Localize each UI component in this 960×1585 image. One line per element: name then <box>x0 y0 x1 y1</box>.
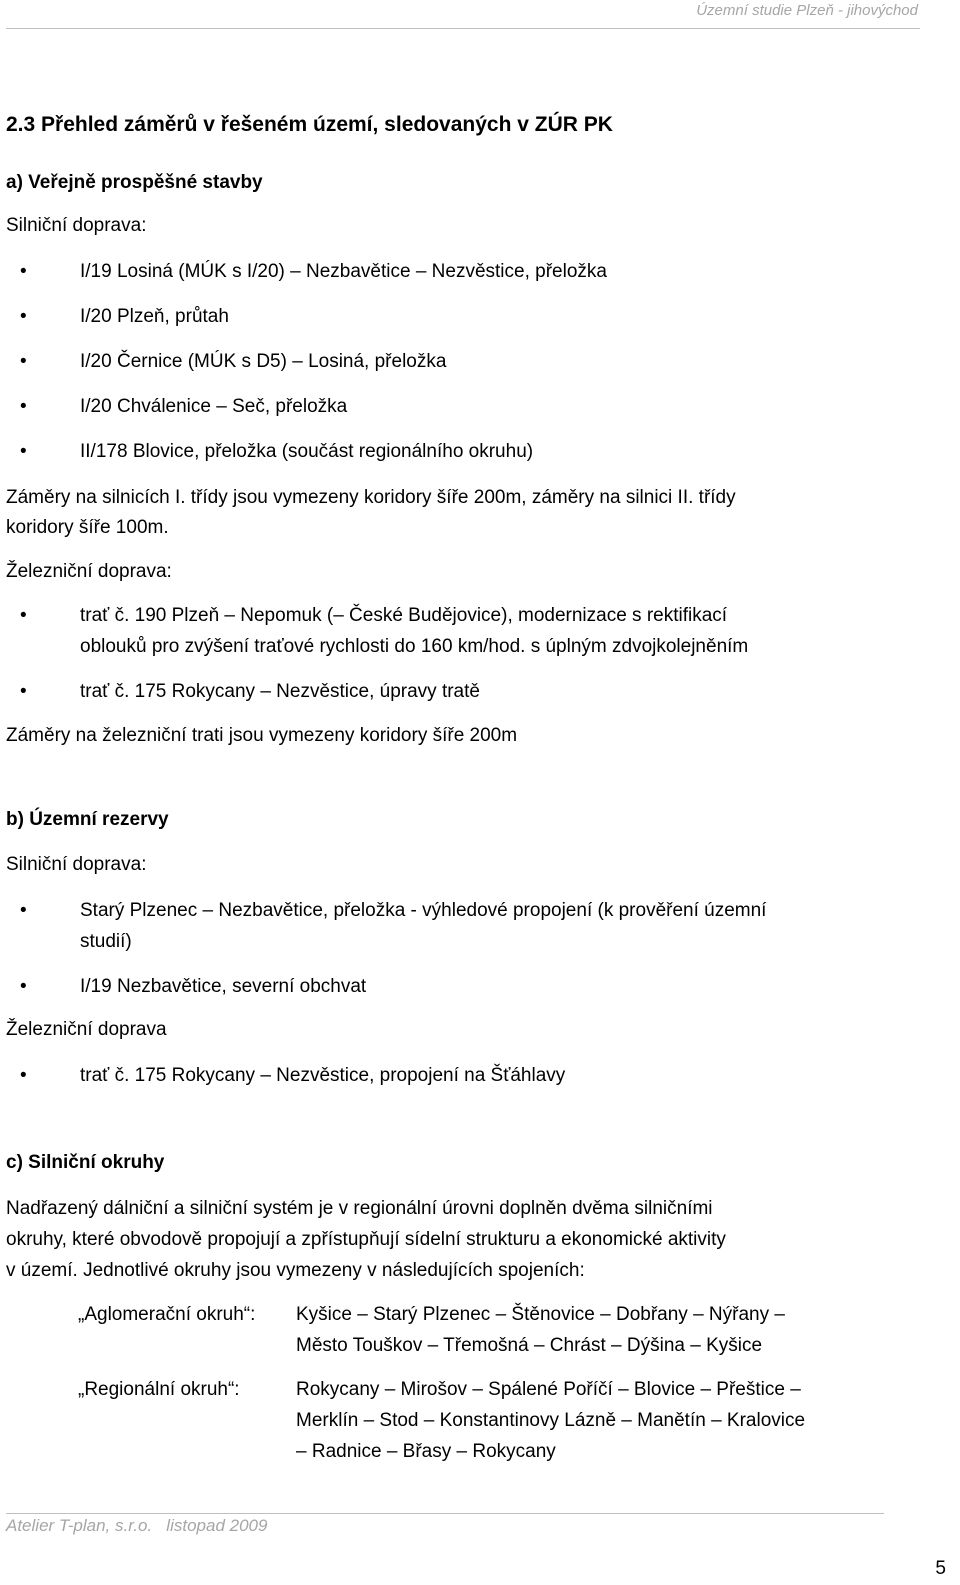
list-item: • II/178 Blovice, přeložka (součást regionálního okruhu) <box>80 436 918 467</box>
label-road-transport: Silniční doprava: <box>6 215 147 236</box>
ring-route-regional-line3: – Radnice – Břasy – Rokycany <box>296 1441 556 1462</box>
label-road-transport: Silniční doprava: <box>6 854 147 875</box>
ring-route-agglomeration-line2: Město Touškov – Třemošná – Chrást – Dýšina – Kyšice <box>296 1335 763 1356</box>
label-rail-transport: Železniční doprava: <box>6 561 172 582</box>
bullet-icon: • <box>20 976 27 997</box>
ring-route-regional-line2: Merklín – Stod – Konstantinovy Lázně – Manětín – Kralovice <box>296 1410 806 1431</box>
list-item: • I/19 Nezbavětice, severní obchvat <box>80 971 918 1002</box>
list-item-continuation: studií) <box>80 931 132 952</box>
bullet-icon: • <box>20 605 27 626</box>
bullet-icon: • <box>20 351 27 372</box>
list-item: • trať č. 175 Rokycany – Nezvěstice, úpravy tratě <box>80 676 918 707</box>
list-item: • trať č. 190 Plzeň – Nepomuk (– České Budějovice), modernizace s rektifikací <box>80 600 918 631</box>
rings-paragraph-line1: Nadřazený dálniční a silniční systém je v regionální úrovni doplněn dvěma silničními <box>6 1198 713 1219</box>
label-rail-transport: Železniční doprava <box>6 1019 167 1040</box>
list-item: • Starý Plzenec – Nezbavětice, přeložka - výhledové propojení (k prověření územní <box>80 895 918 926</box>
list-item: • I/20 Plzeň, průtah <box>80 301 918 332</box>
list-item: • trať č. 175 Rokycany – Nezvěstice, propojení na Šťáhlavy <box>80 1060 918 1091</box>
ring-label-agglomeration: „Aglomerační okruh“: <box>78 1304 256 1325</box>
road-corridor-note-line2: koridory šíře 100m. <box>6 517 169 538</box>
list-item-continuation: oblouků pro zvýšení traťové rychlosti do 160 km/hod. s úplným zdvojkolejněním <box>80 636 749 657</box>
list-item: • I/20 Chválenice – Seč, přeložka <box>80 391 918 422</box>
rail-corridor-note: Záměry na železniční trati jsou vymezeny koridory šíře 200m <box>6 725 518 746</box>
heading-territorial-reserves: b) Územní rezervy <box>6 809 169 830</box>
page-header-title: Územní studie Plzeň - jihovýchod <box>696 2 918 19</box>
list-item: • I/20 Černice (MÚK s D5) – Losiná, přeložka <box>80 346 918 377</box>
list-item: • I/19 Losiná (MÚK s I/20) – Nezbavětice – Nezvěstice, přeložka <box>80 256 918 287</box>
heading-public-works: a) Veřejně prospěšné stavby <box>6 172 263 193</box>
bullet-icon: • <box>20 681 27 702</box>
footer-rule <box>6 1513 884 1514</box>
section-title: 2.3 Přehled záměrů v řešeném území, sledovaných v ZÚR PK <box>6 113 613 136</box>
heading-road-rings: c) Silniční okruhy <box>6 1152 165 1173</box>
ring-route-agglomeration-line1: Kyšice – Starý Plzenec – Štěnovice – Dobřany – Nýřany – <box>296 1304 785 1325</box>
bullet-icon: • <box>20 1065 27 1086</box>
ring-label-regional: „Regionální okruh“: <box>78 1379 240 1400</box>
ring-route-regional-line1: Rokycany – Mirošov – Spálené Poříčí – Blovice – Přeštice – <box>296 1379 801 1400</box>
bullet-icon: • <box>20 441 27 462</box>
bullet-icon: • <box>20 261 27 282</box>
bullet-icon: • <box>20 396 27 417</box>
road-corridor-note-line1: Záměry na silnicích I. třídy jsou vymezeny koridory šíře 200m, záměry na silnici II. třídy <box>6 487 736 508</box>
page-number: 5 <box>935 1558 946 1579</box>
bullet-icon: • <box>20 900 27 921</box>
bullet-icon: • <box>20 306 27 327</box>
rings-paragraph-line3: v území. Jednotlivé okruhy jsou vymezeny v následujících spojeních: <box>6 1260 585 1281</box>
rings-paragraph-line2: okruhy, které obvodově propojují a zpřístupňují sídelní strukturu a ekonomické aktivity <box>6 1229 726 1250</box>
footer-company-date: Atelier T-plan, s.r.o. listopad 2009 <box>6 1516 268 1535</box>
header-rule <box>6 28 920 29</box>
